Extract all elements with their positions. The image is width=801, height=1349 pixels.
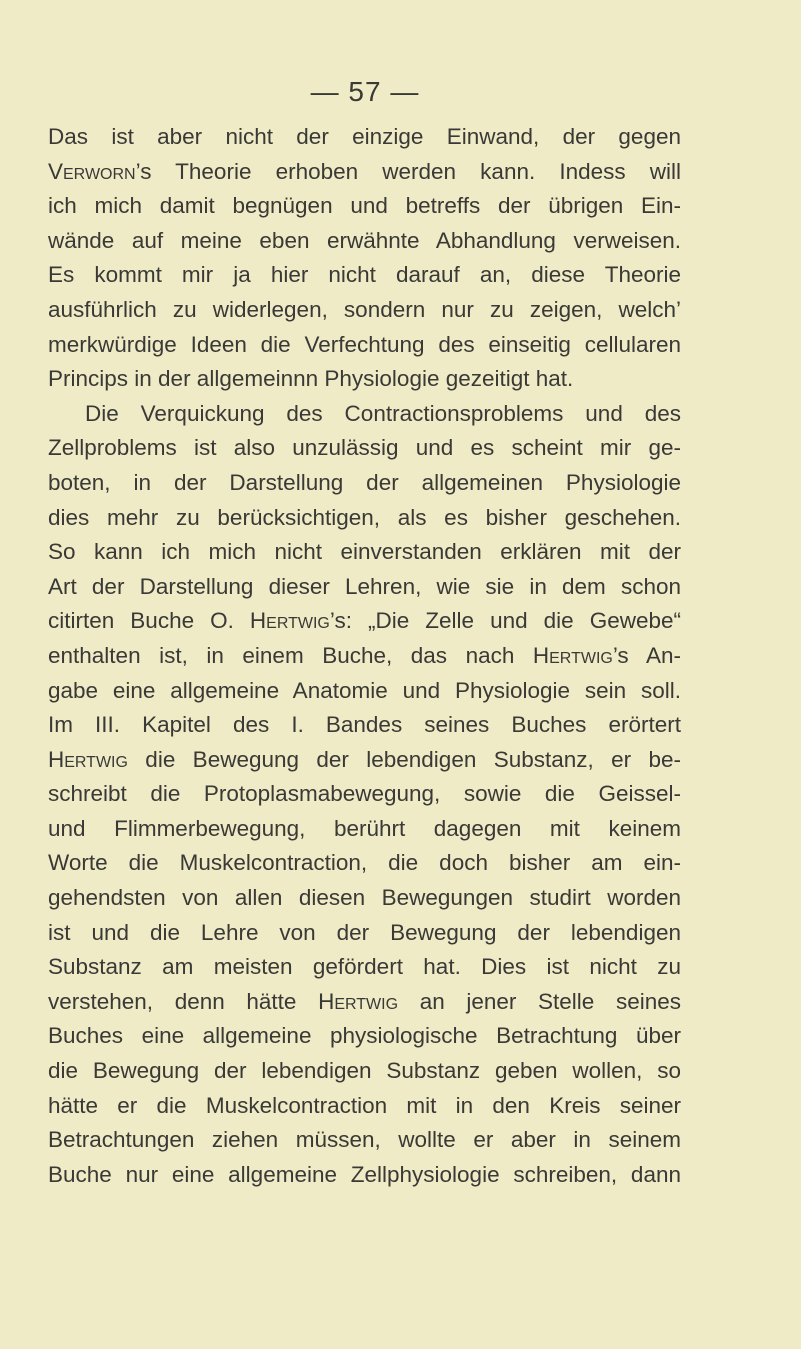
text-segment: Das ist aber nicht der einzige Einwand, der gegen [48,124,681,149]
text-line [48,881,681,916]
text-line [48,985,681,1020]
text-line [48,258,681,293]
text-segment: Zellproblems ist also unzulässig und es scheint mir ge- [48,435,681,461]
author-name: Hertwig [249,608,330,634]
text-line [48,189,681,224]
text-line [48,155,681,190]
text-segment: Princips in der allgemeinnn Physiologie gezeitigt hat. [48,366,574,392]
text-segment: Betrachtungen ziehen müssen, wollte er aber in seinem [48,1127,681,1153]
text-line [48,846,681,881]
author-name: Hertwig [48,746,128,772]
text-line [48,362,681,397]
text-segment: ausführlich zu widerlegen, sondern nur zu zeigen, welch’ [48,296,681,322]
text-segment: Buches eine allgemeine physiologische Betrachtung über [48,1023,681,1049]
text-segment: Art der Darstellung dieser Lehren, wie sie in dem schon [48,573,681,599]
author-name: Hertwig [318,988,399,1014]
text-segment: die Bewegung der lebendigen Substanz, er be- [127,746,681,772]
text-line [48,501,681,536]
text-line [48,1019,681,1054]
text-line [48,1123,681,1158]
text-line [48,950,681,985]
text-segment: merkwürdige Ideen die Verfechtung des einseitig cellularen [48,331,681,357]
text-line [48,431,681,466]
text-segment: schreibt die Protoplasmabewegung, sowie die Geissel- [48,781,681,807]
text-line [48,120,681,155]
text-segment: an jener Stelle seines [398,988,681,1014]
text-segment: ’s An- [612,642,681,668]
text-segment: Substanz am meisten gefördert hat. Dies ist nicht zu [48,954,681,980]
text-segment: Worte die Muskelcontraction, die doch bisher am ein- [48,850,681,876]
text-line [48,916,681,951]
text-line [48,1089,681,1124]
text-segment: Es kommt mir ja hier nicht darauf an, diese Theorie [48,262,681,288]
text-segment: gabe eine allgemeine Anatomie und Physiologie sein soll. [48,677,681,703]
text-segment: wände auf meine eben erwähnte Abhandlung verweisen. [48,227,681,253]
text-line [48,1158,681,1193]
page-number: — 57 — [310,76,420,107]
text-line [48,535,681,570]
author-name: Hertwig [532,642,613,668]
text-line [48,293,681,328]
text-segment: boten, in der Darstellung der allgemeinen Physiologie [48,469,681,495]
body-text [48,120,681,1192]
text-line [48,708,681,743]
text-line [48,328,681,363]
text-line [48,639,681,674]
text-line [48,604,681,639]
text-line [48,466,681,501]
text-segment: dies mehr zu berücksichtigen, als es bisher geschehen. [48,504,681,530]
text-segment: ’s Theorie erhoben werden kann. Indess will [135,158,681,184]
text-segment: Buche nur eine allgemeine Zellphysiologie schreiben, dann [48,1161,681,1187]
text-line [48,397,681,432]
text-segment: ich mich damit begnügen und betreffs der übrigen Ein- [48,193,681,219]
text-segment: ist und die Lehre von der Bewegung der lebendigen [48,919,681,945]
text-line [48,812,681,847]
text-segment: verstehen, denn hätte [48,988,319,1014]
text-line [48,1054,681,1089]
text-segment: und Flimmerbewegung, berührt dagegen mit keinem [48,815,681,841]
author-name: Verworn [48,158,136,184]
text-segment: Die Verquickung des Contractionsproblems und des [85,400,681,426]
text-line [48,224,681,259]
text-segment: Im III. Kapitel des I. Bandes seines Buches erörtert [48,712,681,738]
text-line [48,674,681,709]
text-segment: So kann ich mich nicht einverstanden erklären mit der [48,539,681,565]
text-segment: gehendsten von allen diesen Bewegungen studirt worden [48,885,681,911]
text-segment: enthalten ist, in einem Buche, das nach [48,642,533,668]
text-segment: hätte er die Muskelcontraction mit in den Kreis seiner [48,1092,681,1118]
text-segment: citirten Buche O. [48,608,250,634]
text-segment: die Bewegung der lebendigen Substanz geben wollen, so [48,1058,681,1084]
text-line [48,743,681,778]
text-line [48,570,681,605]
text-segment: ’s: „Die Zelle und die Gewebe“ [329,608,682,634]
text-line [48,777,681,812]
